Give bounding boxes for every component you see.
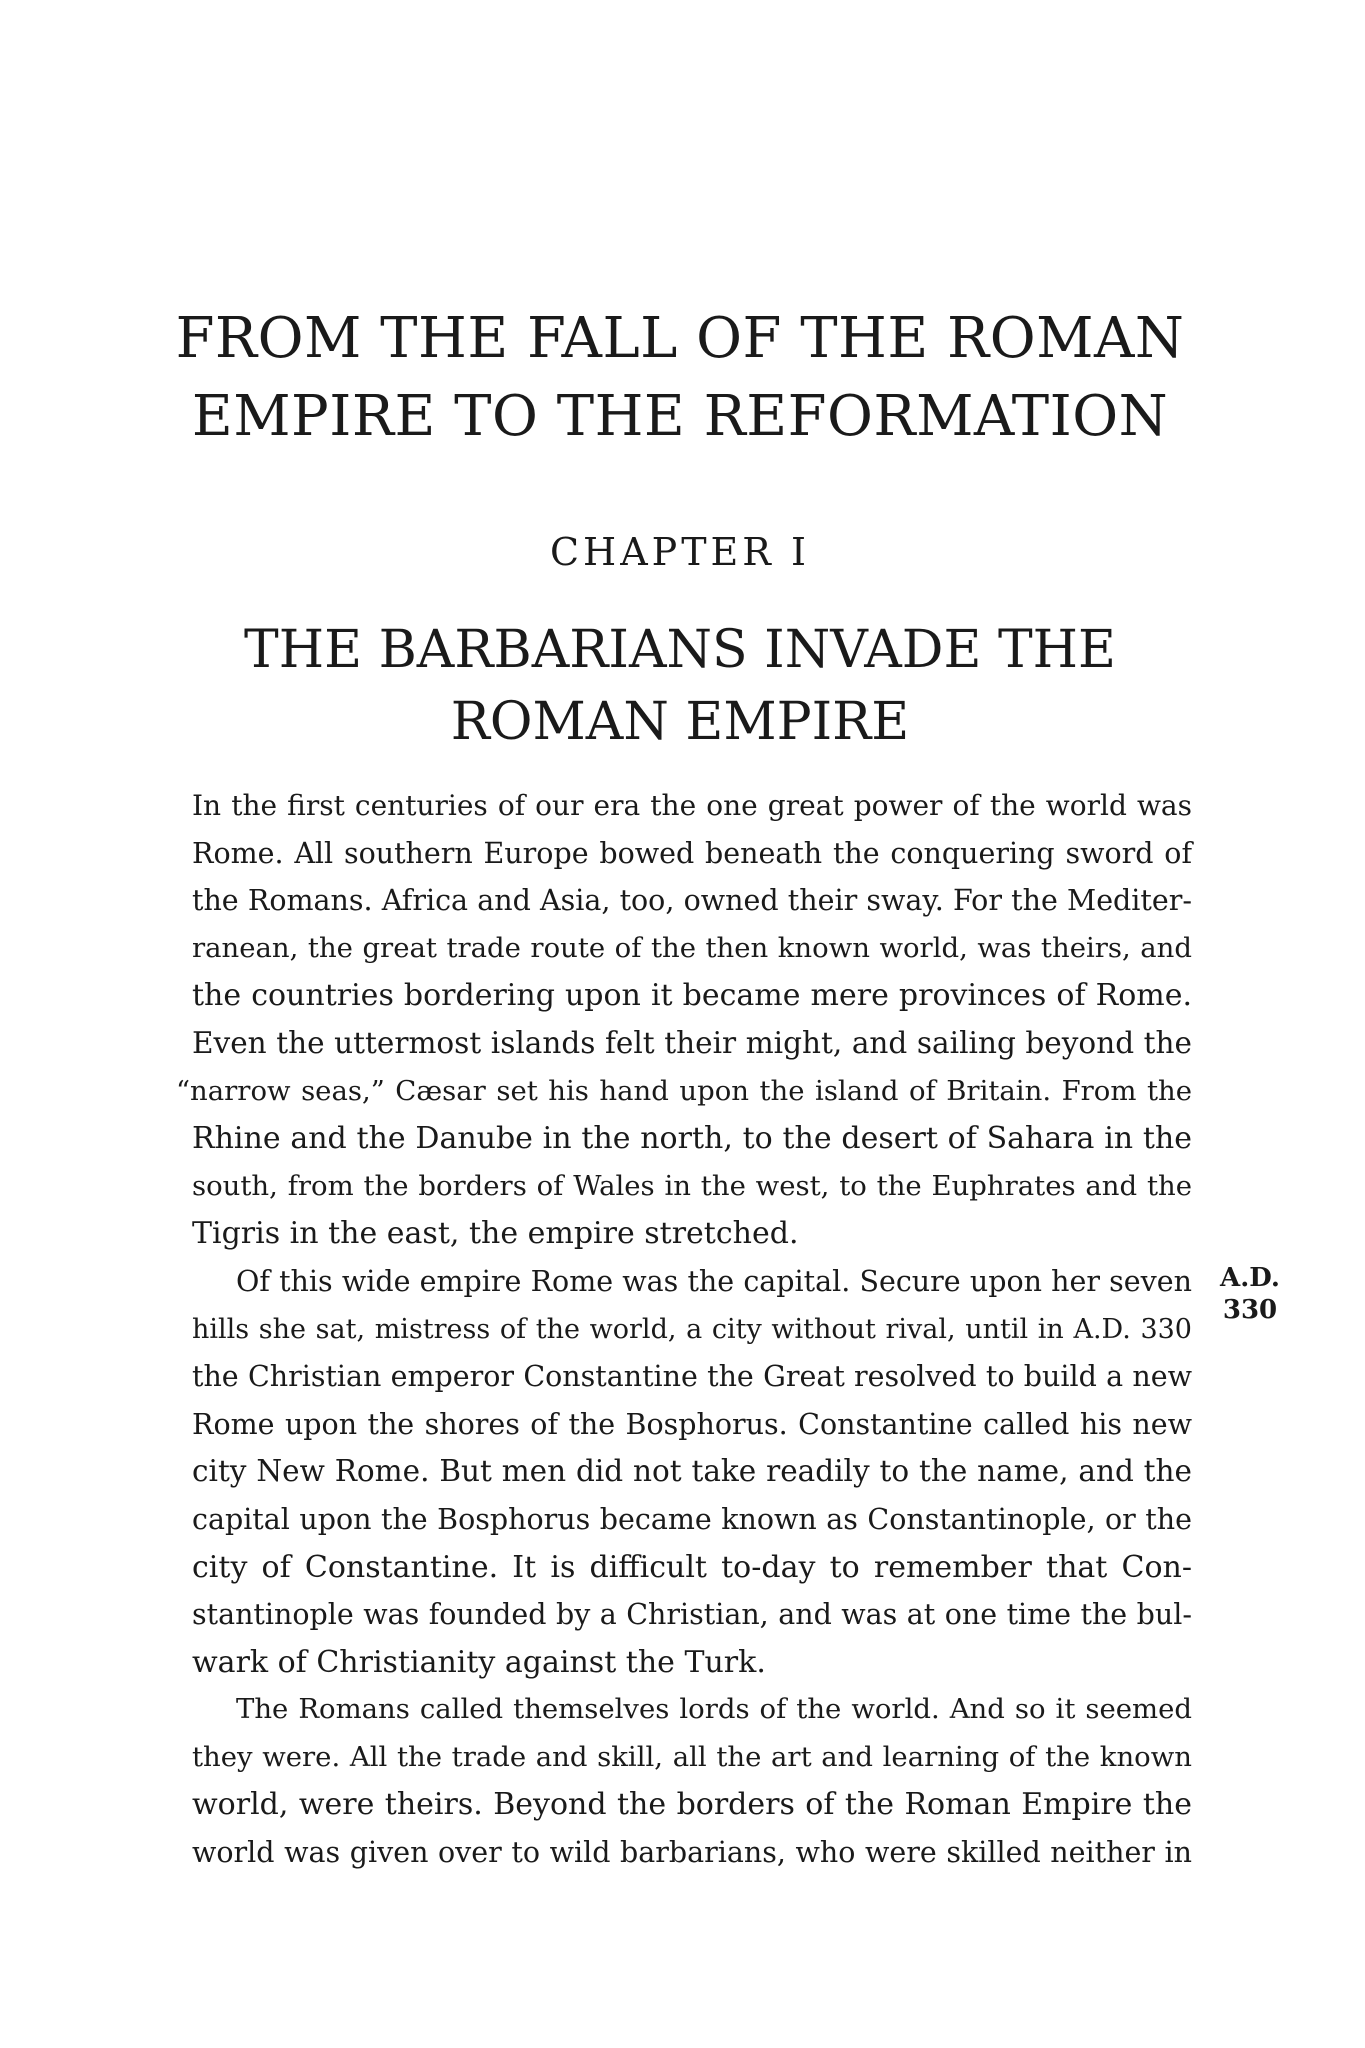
paragraph-2-line-4: Rome upon the shores of the Bosphorus. Constantine called his new <box>192 1407 1192 1441</box>
chapter-title <box>150 614 1210 758</box>
part-title <box>150 300 1210 456</box>
paragraph-1-line-9: south, from the borders of Wales in the west, to the Euphrates and the <box>192 1169 1192 1202</box>
paragraph-2-line-3: the Christian emperor Constantine the Great resolved to build a new <box>192 1360 1192 1394</box>
paragraph-3-line-4: world was given over to wild barbarians, who were skilled neither in <box>192 1836 1192 1870</box>
paragraph-1-line-6: Even the uttermost islands felt their might, and sailing beyond the <box>192 1025 1192 1060</box>
part-title-line-1: FROM THE FALL OF THE ROMAN <box>175 306 1185 371</box>
paragraph-1-line-3: the Romans. Africa and Asia, too, owned their sway. For the Mediter- <box>192 884 1192 918</box>
margin-date-note <box>1210 1262 1290 1326</box>
chapter-body <box>176 782 1192 1877</box>
margin-note-year: 330 <box>1222 1295 1278 1325</box>
paragraph-1-line-4: ranean, the great trade route of the then known world, was theirs, and <box>192 931 1192 964</box>
paragraph-1-line-8: Rhine and the Danube in the north, to the desert of Sahara in the <box>192 1121 1192 1157</box>
margin-note-era: A.D. <box>1220 1263 1280 1293</box>
paragraph-1-line-5: the countries bordering upon it became mere provinces of Rome. <box>192 978 1192 1014</box>
chapter-number: CHAPTER I <box>549 530 810 574</box>
paragraph-3-line-2: they were. All the trade and skill, all the art and learning of the known <box>192 1740 1192 1773</box>
paragraph-1-line-2: Rome. All southern Europe bowed beneath the conquering sword of <box>192 836 1192 870</box>
paragraph-2-line-2: hills she sat, mistress of the world, a city without rival, until in A.D. 330 <box>192 1313 1192 1345</box>
paragraph-2-line-5: city New Rome. But men did not take readily to the name, and the <box>192 1454 1192 1489</box>
paragraph-2-line-9: wark of Christianity against the Turk. <box>192 1644 766 1680</box>
paragraph-2-line-7: city of Constantine. It is difficult to-day to remember that Con- <box>192 1549 1192 1585</box>
paragraph-2-line-6: capital upon the Bosphorus became known as Constantinople, or the <box>192 1502 1192 1536</box>
paragraph-1 <box>176 782 1192 1258</box>
paragraph-1-line-7: “narrow seas,” Cæsar set his hand upon the island of Britain. From the <box>176 1074 1192 1107</box>
chapter-title-line-1: THE BARBARIANS INVADE THE <box>244 620 1116 680</box>
paragraph-3-line-1: The Romans called themselves lords of the world. And so it seemed <box>236 1693 1192 1726</box>
paragraph-3 <box>192 1686 1192 1876</box>
paragraph-1-line-1: In the first centuries of our era the one great power of the world was <box>192 789 1192 822</box>
part-title-line-2: EMPIRE TO THE REFORMATION <box>191 384 1169 449</box>
chapter-title-line-2: ROMAN EMPIRE <box>450 692 910 752</box>
paragraph-2 <box>192 1258 1192 1686</box>
paragraph-3-line-3: world, were theirs. Beyond the borders of the Roman Empire the <box>192 1787 1192 1823</box>
paragraph-2-line-8: stantinople was founded by a Christian, and was at one time the bul- <box>192 1598 1192 1632</box>
paragraph-2-line-1: Of this wide empire Rome was the capital. Secure upon her seven <box>236 1264 1192 1298</box>
paragraph-1-line-10: Tigris in the east, the empire stretched. <box>192 1216 799 1252</box>
